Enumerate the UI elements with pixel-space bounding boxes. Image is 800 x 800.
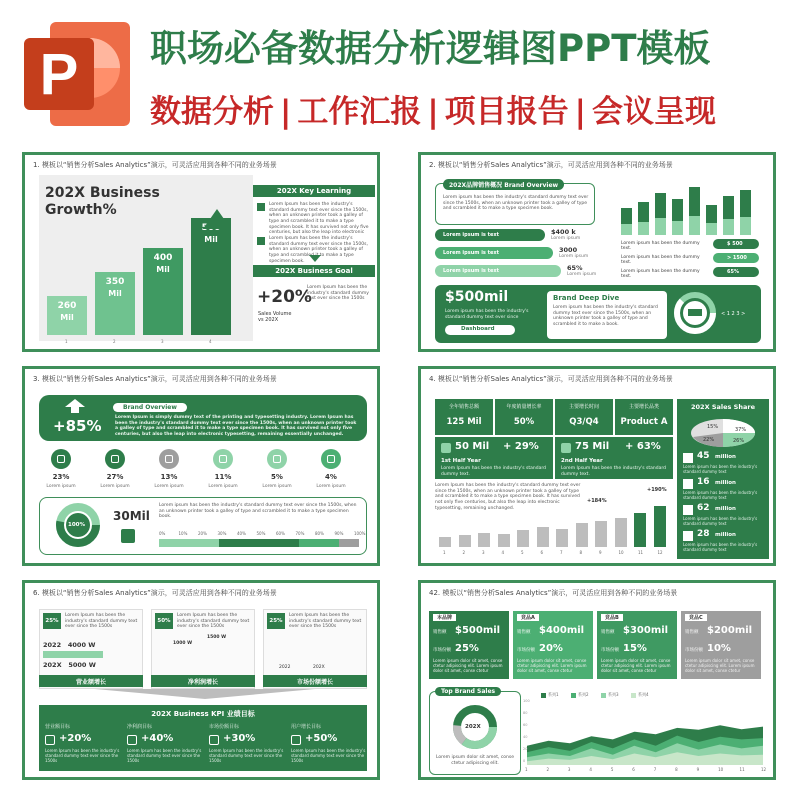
goal-text: Lorem Ipsum has been the industry's standard dummy text ever since the 1500s	[307, 285, 369, 302]
share-swatch	[683, 505, 693, 515]
legend-swatch	[571, 693, 576, 698]
kpi-value: Product A	[620, 417, 668, 427]
monthly-bar	[615, 518, 627, 547]
share-swatch	[683, 453, 693, 463]
icon-value: 23%	[52, 473, 70, 481]
area-x-tick: 9	[696, 767, 700, 772]
monthly-bar	[459, 535, 471, 547]
share-unit: million	[715, 532, 736, 538]
bar-tick: 11	[638, 550, 644, 555]
growth-line-1: 2022	[279, 665, 291, 670]
growth-badge-value: 50%	[157, 618, 171, 624]
metric-row-sub: Lorem ipsum	[551, 236, 581, 241]
product-sales-label: 销售额	[685, 630, 699, 635]
scale-tick: 100%	[354, 531, 366, 536]
brand-bar-segment	[740, 217, 751, 235]
icon-value: 4%	[325, 473, 337, 481]
product-text: Lorem ipsum dolor sit amet, conse ctetur adipiscing elit. Lorem ipsum dolor sit amet, conse ctetur	[685, 658, 755, 673]
product-share: 15%	[623, 643, 647, 654]
slide-4-thumbnail[interactable]	[418, 366, 776, 566]
arrow-up-icon	[65, 399, 85, 413]
share-text: Lorem ipsum has been the industry's standard dummy text	[683, 464, 758, 474]
monthly-bar	[654, 506, 666, 547]
page-title: 职场必备数据分析逻辑图PPT模板	[150, 27, 711, 70]
half1-title: 1st Half Year	[441, 458, 481, 464]
product-sales: $300mil	[623, 625, 669, 636]
bar-tick: 3	[161, 339, 164, 344]
share-value: 45	[697, 451, 710, 461]
area-x-tick: 2	[546, 767, 549, 772]
header	[0, 0, 800, 150]
bar-value: 260	[57, 301, 77, 311]
slide-caption: 3. 模板以“销售分析Sales Analytics”演示，可灵活应用到各种不同的业务场景	[33, 375, 277, 383]
overview-text: Lorem ipsum has been the industry's standard dummy text ever since the 1500s, when an unknown printer took a galley of type and scrambled it to make a type specimen book.	[443, 195, 589, 212]
monthly-bar	[576, 523, 588, 547]
chart-icon	[441, 443, 451, 453]
growth-arrow-icon	[203, 209, 231, 229]
product-share-label: 市场份额	[601, 648, 619, 653]
metric-row-sub: Lorem ipsum	[559, 254, 589, 259]
scale-tick: 90%	[334, 531, 344, 536]
scale-tick: 0%	[159, 531, 166, 536]
big-value: $500mil	[445, 289, 509, 305]
product-name: 本品牌	[433, 614, 456, 621]
metric-row-sub: Lorem ipsum	[567, 272, 597, 277]
brand-bar	[689, 187, 700, 235]
kpi-value: 50%	[513, 417, 535, 427]
bar-unit: Mil	[156, 265, 170, 274]
right-metric-text: Lorem ipsum has been the dummy text.	[621, 255, 700, 265]
share-value: 62	[697, 503, 710, 513]
goal-value: +20%	[257, 287, 312, 307]
kpi-label: 全年销售总额	[448, 404, 479, 410]
monthly-bar	[498, 534, 510, 547]
growth-headline-line2: Growth%	[45, 201, 117, 218]
product-sales: $500mil	[455, 625, 501, 636]
brand-bar	[740, 190, 751, 235]
cart-donut-icon	[673, 291, 717, 335]
metric-row-value: 3000	[559, 246, 578, 254]
brand-bar	[706, 205, 717, 235]
kpi-item-icon	[291, 735, 301, 745]
product-sales: $200mil	[707, 625, 753, 636]
right-metric-text: Lorem ipsum has been the dummy text.	[621, 269, 700, 279]
bar-value: 400	[153, 253, 173, 263]
bar-tick: 6	[540, 550, 544, 555]
legend-label: 系列3	[608, 692, 619, 697]
overview-percent: +85%	[53, 417, 102, 435]
business-goal-title: 202X Business Goal	[275, 267, 353, 275]
product-sales: $400mil	[539, 625, 585, 636]
product-share: 25%	[455, 643, 479, 654]
scale-tick: 60%	[276, 531, 285, 536]
icon-glyph	[111, 455, 119, 463]
half1-text: Lorem Ipsum has been the industry's standard dummy text.	[441, 466, 546, 477]
growth-badge-value: 25%	[269, 618, 283, 624]
icon-label: Lorem ipsum	[316, 484, 346, 489]
brand-bar-segment	[638, 222, 649, 235]
bar-tick: 2	[462, 550, 466, 555]
scale-tick: 70%	[295, 531, 305, 536]
brand-bar	[723, 196, 734, 235]
monthly-bar	[556, 529, 568, 547]
product-sales-label: 销售额	[517, 630, 531, 635]
page-subtitle	[150, 86, 716, 131]
kpi-value: Q3/Q4	[569, 417, 599, 427]
area-x-tick: 10	[718, 767, 724, 772]
slide-caption: 1. 模板以“销售分析Sales Analytics”演示，可灵活应用到各种不同的业务场景	[33, 161, 277, 169]
pager-text: < 1 2 3 >	[721, 311, 746, 317]
share-unit: million	[715, 454, 736, 460]
share-value: 28	[697, 529, 710, 539]
kpi-item-text: Lorem Ipsum has been the industry's standard dummy text ever since the 1500s	[45, 748, 120, 763]
progress-strip	[159, 539, 359, 547]
chart-icon	[561, 443, 571, 453]
mid-text: Lorem Ipsum has been the industry's standard dummy text ever since the 1500s, when an unknown printer took a galley of type and scrambled it to make a type specimen book. It has survived not only five centuries, but also the leap into electronic typesetting, remaining unchanged.	[435, 483, 581, 511]
bar-tick: 1	[443, 550, 446, 555]
slide-caption: 42. 模板以“销售分析Sales Analytics”演示，可灵活应用到各种不同的业务场景	[429, 589, 678, 597]
bar-tick: 4	[209, 339, 212, 344]
icon-glyph	[219, 455, 227, 463]
bar-tick: 9	[599, 550, 602, 555]
bar-value: 500	[201, 223, 221, 233]
area-x-tick: 6	[632, 767, 635, 772]
kpi-item-label: 市场份额目标	[209, 724, 240, 730]
area-x-tick: 4	[589, 767, 592, 772]
monthly-bar	[537, 527, 549, 547]
metric-row-value: 65%	[567, 264, 583, 272]
half2-value: 75 Mil	[575, 441, 610, 452]
icon-value: 5%	[271, 473, 283, 481]
share-unit: million	[715, 480, 736, 486]
key-bullet-icon	[257, 237, 265, 245]
product-text: Lorem ipsum dolor sit amet, conse ctetur adipiscing elit. Lorem ipsum dolor sit amet, conse ctetur	[517, 658, 587, 673]
growth-card-footer-label: 营业额增长	[75, 679, 106, 686]
overview-text: Lorem Ipsum is simply dummy text of the printing and typesetting industry. Lorem Ipsum has been the industry's standard dummy text ever since the 1500s, when an unknown printer took a galley of type and scrambled it to make a type specimen book. It has survived not only five centuries, but also the leap into electronic typesetting, remaining essentially unchanged.	[115, 415, 357, 437]
slide-caption: 6. 模板以“销售分析Sales Analytics”演示，可灵活应用到各种不同的业务场景	[33, 589, 277, 597]
monthly-bar	[634, 513, 646, 547]
area-chart	[527, 701, 763, 765]
scale-tick: 40%	[237, 531, 246, 536]
area-x-tick: 1	[525, 767, 528, 772]
kpi-label: 主要增长品类	[628, 404, 659, 410]
subtitle-separator: |	[280, 94, 292, 130]
bar-unit: Mil	[60, 313, 74, 322]
kpi-item-value: +50%	[305, 733, 338, 744]
summary-text: Lorem ipsum has been the industry's standard dummy text ever since the 1500s, when an unknown printer took a galley of type and scrambled it to make a type specimen book.	[159, 503, 357, 520]
mil-value: 30Mil	[113, 509, 150, 523]
donut-text: Lorem ipsum dolor sit amet, conse ctetur adipiscing elit.	[435, 755, 515, 766]
area-x-tick: 5	[610, 767, 614, 772]
bar-tick: 1	[65, 339, 68, 344]
product-sales-label: 销售额	[601, 630, 615, 635]
product-share-label: 市场份额	[685, 648, 703, 653]
bar-tick: 10	[618, 550, 624, 555]
icon-value: 11%	[214, 473, 232, 481]
subtitle-item-1: 数据分析	[150, 94, 274, 130]
deep-dive-title: Brand Deep Dive	[553, 294, 620, 302]
scale-tick: 30%	[217, 531, 227, 536]
icon-label: Lorem ipsum	[100, 484, 130, 489]
bar-tick: 5	[521, 550, 524, 555]
growth-card-footer-label: 净利润增长	[187, 679, 218, 686]
right-metric-text: Lorem ipsum has been the dummy text.	[621, 241, 700, 251]
bar-value: 350	[105, 277, 125, 287]
overview-title: Brand Overview	[113, 403, 187, 412]
key-learning-title: 202X Key Learning	[276, 187, 352, 195]
monthly-bar	[478, 533, 490, 547]
big-value-text: Lorem ipsum has been the industry's standard dummy text ever since	[445, 309, 529, 320]
scale-tick: 10%	[178, 531, 188, 536]
brand-bar	[621, 208, 632, 235]
pie-label: 15%	[707, 424, 719, 430]
kpi-item-icon	[127, 735, 137, 745]
scale-tick: 20%	[198, 531, 207, 536]
share-swatch	[683, 531, 693, 541]
kpi-label: 年度销量增长率	[506, 404, 542, 410]
growth-bar	[95, 272, 135, 335]
growth-headline	[45, 185, 160, 219]
note-184: +184%	[587, 498, 607, 504]
half2-text: Lorem Ipsum has been the industry's standard dummy text.	[561, 466, 666, 477]
monthly-bar	[439, 537, 451, 547]
dashboard-label: Dashboard	[461, 326, 495, 332]
legend-swatch	[631, 693, 636, 698]
growth-card-text: Lorem Ipsum has been the industry's standard dummy text ever since the 1500s	[65, 613, 138, 630]
scale-tick: 80%	[315, 531, 324, 536]
monthly-bar	[517, 530, 529, 547]
icon-label: Lorem ipsum	[46, 484, 76, 489]
subtitle-separator: |	[574, 94, 586, 130]
bar-tick: 2	[113, 339, 116, 344]
icon-glyph	[165, 455, 173, 463]
product-sales-label: 销售额	[433, 630, 447, 635]
share-text: Lorem ipsum has been the industry's standard dummy text	[683, 490, 758, 500]
bar-unit: Mil	[204, 235, 218, 244]
brand-bar-segment	[621, 224, 632, 235]
growth-card-text: Lorem Ipsum has been the industry's standard dummy text ever since the 1500s	[289, 613, 362, 630]
area-x-tick: 8	[675, 767, 678, 772]
monthly-bar	[595, 521, 607, 547]
brand-bar-segment	[672, 221, 683, 235]
kpi-item-value: +40%	[141, 733, 174, 744]
pie-label: 26%	[733, 438, 745, 444]
bar-tick: 4	[501, 550, 505, 555]
slide-6-thumbnail[interactable]	[22, 580, 380, 780]
growth-bar	[191, 218, 231, 335]
slide-caption: 4. 模板以“销售分析Sales Analytics”演示，可灵活应用到各种不同的业务场景	[429, 375, 673, 383]
bar-tick: 3	[482, 550, 485, 555]
scale-tick: 50%	[256, 531, 266, 536]
growth-card-text: Lorem Ipsum has been the industry's standard dummy text ever since the 1500s	[177, 613, 250, 630]
kpi-item-label: 净利润目标	[127, 724, 153, 730]
product-text: Lorem ipsum dolor sit amet, conse ctetur adipiscing elit. Lorem ipsum dolor sit amet, conse ctetur	[433, 658, 503, 673]
growth-bar	[47, 296, 87, 335]
share-text: Lorem ipsum has been the industry's standard dummy text	[683, 542, 758, 552]
kpi-label: 主要增长时间	[568, 404, 599, 410]
slide-caption: 2. 模板以“销售分析Sales Analytics”演示，可灵活应用到各种不同的业务场景	[429, 161, 673, 169]
share-swatch	[683, 479, 693, 489]
kpi-item-label: 用户增长目标	[291, 724, 322, 730]
funnel-shape	[95, 689, 315, 699]
legend-label: 系列4	[638, 692, 649, 697]
key-bullet-icon	[257, 203, 265, 211]
brand-bar	[672, 199, 683, 235]
key-learning-text-2: Lorem Ipsum has been the industry's standard dummy text ever since the 1500s, when an unknown printer took a galley of type and scrambled it to make a type specimen book.	[269, 236, 368, 264]
growth-line-2: 202X	[313, 665, 325, 670]
metric-row-label: Lorem ipsum is text	[443, 268, 500, 274]
slide-3-thumbnail[interactable]	[22, 366, 380, 566]
kpi-item-icon	[45, 735, 55, 745]
kpi-title: 202X Business KPI 业绩目标	[151, 710, 255, 718]
growth-headline-line1: 202X Business	[45, 185, 160, 201]
bar-tick: 12	[657, 550, 663, 555]
product-name: 竞品A	[517, 614, 539, 621]
half1-pct: + 29%	[503, 441, 539, 452]
subtitle-item-4: 会议呈现	[591, 94, 716, 130]
arrow-down-icon	[309, 255, 321, 262]
icon-value: 13%	[160, 473, 178, 481]
slide-42-thumbnail[interactable]: 42. 模板以“销售分析Sales Analytics”演示，可灵活应用到各种不同的业务场景 Top Brand Sales 202X Lorem ipsum dolor sit amet, conse ctetur adipiscing elit. 本品牌 销售额 $500mil 市场份额 25% Lorem ipsum dolor sit amet, conse ctetur adipiscing elit. Lorem ipsum dolor sit amet, conse ctetur 竞品A 销售额 $400mil 市场份额 20% Lorem ipsum dolor sit amet, conse ctetur adipiscing elit. Lorem ipsum dolor sit amet, conse ctetur 竞品B 销售额 $300mil 市场份额 15% Lorem ipsum dolor sit amet, conse ctetur adipiscing elit. Lorem ipsum dolor sit amet, conse ctetur 竞品C 销售额 $200mil 市场份额 10% Lorem ipsum dolor sit amet, conse ctetur adipiscing elit. Lorem ipsum dolor sit amet, conse ctetur 系列1 系列2 系列3 系列4 1 2 3 4 5 6 7 8 9 10 11 12 100 80 60 40 20 0	[418, 580, 776, 780]
subtitle-item-3: 项目报告	[444, 94, 569, 130]
brand-bar	[655, 193, 666, 235]
half2-title: 2nd Half Year	[561, 458, 603, 464]
goal-label: Sales Volume vs 202X	[258, 311, 292, 324]
kpi-value: 125 Mil	[446, 417, 482, 427]
icon-label: Lorem ipsum	[154, 484, 184, 489]
growth-line-2: 202X 5000 W	[43, 661, 96, 669]
growth-card-footer-label: 市场份额增长	[296, 679, 333, 686]
half1-value: 50 Mil	[455, 441, 490, 452]
product-share: 10%	[707, 643, 731, 654]
right-metric-value: > 1500	[727, 255, 747, 261]
kpi-item-text: Lorem Ipsum has been the industry's standard dummy text ever since the 1500s	[209, 748, 284, 763]
kpi-item-value: +20%	[59, 733, 92, 744]
share-text: Lorem ipsum has been the industry's standard dummy text	[683, 516, 758, 526]
area-x-tick: 11	[739, 767, 745, 772]
share-value: 16	[697, 477, 710, 487]
icon-label: Lorem ipsum	[262, 484, 292, 489]
metric-row-label: Lorem ipsum is text	[443, 250, 500, 256]
top-sales-title: Top Brand Sales	[435, 687, 501, 696]
right-metric-value: $ 500	[727, 241, 743, 247]
brand-bar-segment	[689, 216, 700, 235]
money-icon	[121, 529, 135, 543]
legend-label: 系列2	[578, 692, 589, 697]
slide-1-thumbnail[interactable]	[22, 152, 380, 352]
growth-line-2: 1500 W	[207, 635, 227, 640]
icon-glyph	[57, 455, 65, 463]
brand-bar-segment	[655, 218, 666, 235]
product-share-label: 市场份额	[517, 648, 535, 653]
bar-unit: Mil	[108, 289, 122, 298]
legend-label: 系列1	[548, 692, 559, 697]
kpi-item-icon	[209, 735, 219, 745]
growth-line-1: 2022 4000 W	[43, 641, 96, 649]
product-name: 竞品B	[601, 614, 623, 621]
kpi-item-label: 营业额目标	[45, 724, 71, 730]
subtitle-separator: |	[427, 94, 439, 130]
brand-bar	[638, 202, 649, 235]
product-name: 竞品C	[685, 614, 707, 621]
icon-glyph	[327, 455, 335, 463]
kpi-item-text: Lorem Ipsum has been the industry's standard dummy text ever since the 1500s	[127, 748, 202, 763]
powerpoint-logo-icon	[20, 16, 136, 132]
deep-dive-text: Lorem ipsum has been the industry's standard dummy text ever since the 1500s, when an unknown printer took a galley of type and scrambled it to make a book.	[553, 305, 658, 327]
pie-chart	[687, 413, 759, 449]
icon-glyph	[273, 455, 281, 463]
icon-value: 27%	[106, 473, 124, 481]
area-x-tick: 12	[761, 767, 767, 772]
overview-title: 202X品牌销售概况 Brand Overview	[443, 179, 564, 190]
product-share: 20%	[539, 643, 563, 654]
brand-bar-segment	[706, 223, 717, 235]
note-190: +190%	[647, 487, 667, 493]
key-learning-text-1: Lorem Ipsum has been the industry's standard dummy text ever since the 1500s, when an unknown printer took a galley of type and scrambled it to make a type specimen book. It has survived not only five centuries, but also the leap into electronic	[269, 202, 369, 236]
legend-swatch	[601, 693, 606, 698]
kpi-item-value: +30%	[223, 733, 256, 744]
growth-badge-value: 25%	[45, 618, 59, 624]
product-text: Lorem ipsum dolor sit amet, conse ctetur adipiscing elit. Lorem ipsum dolor sit amet, conse ctetur	[601, 658, 671, 673]
donut-label: 202X	[465, 724, 481, 730]
pie-label: 22%	[703, 437, 715, 443]
growth-line-1: 1000 W	[173, 641, 193, 646]
icon-label: Lorem ipsum	[208, 484, 238, 489]
slide-2-thumbnail[interactable]	[418, 152, 776, 352]
growth-bar	[143, 248, 183, 335]
bar-tick: 7	[560, 550, 563, 555]
bar-tick: 8	[579, 550, 583, 555]
legend-swatch	[541, 693, 546, 698]
subtitle-item-2: 工作汇报	[297, 94, 422, 130]
brand-bar-segment	[723, 219, 734, 235]
share-unit: million	[715, 506, 736, 512]
metric-row-label: Lorem ipsum is text	[443, 232, 500, 238]
kpi-item-text: Lorem Ipsum has been the industry's standard dummy text ever since the 1500s	[291, 748, 366, 763]
pie-label: 37%	[735, 427, 747, 433]
area-x-tick: 3	[567, 767, 571, 772]
sales-share-title: 202X Sales Share	[691, 403, 755, 411]
area-x-tick: 7	[653, 767, 657, 772]
product-share-label: 市场份额	[433, 648, 451, 653]
metric-row-value: $400 k	[551, 228, 576, 236]
right-metric-value: 65%	[727, 269, 739, 275]
half2-pct: + 63%	[625, 441, 661, 452]
donut-label: 100%	[68, 522, 85, 528]
logo-letter: P	[39, 42, 79, 107]
growth-line-bar	[43, 651, 103, 658]
